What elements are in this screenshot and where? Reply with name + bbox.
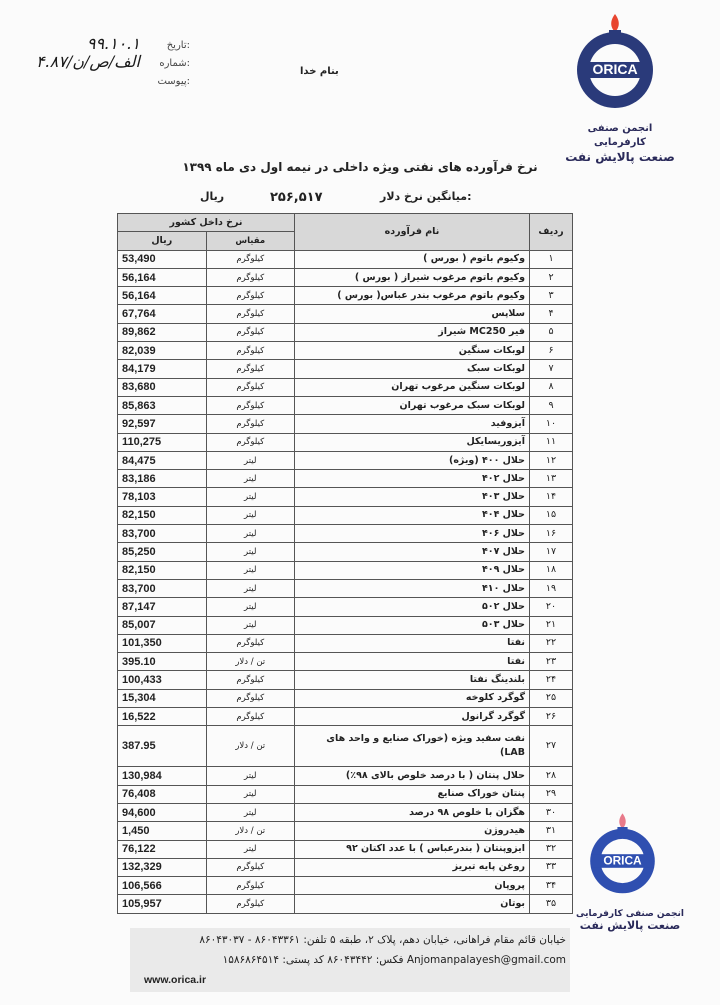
price-cell: 110,275 (118, 433, 207, 451)
header-unit: مقیاس (206, 232, 295, 250)
orica-logo (565, 10, 665, 120)
product-name: سلاپس (295, 305, 530, 323)
price-cell: 67,764 (118, 305, 207, 323)
product-name: لوبکات سنگین (295, 342, 530, 360)
product-name: روغن پایه تبریز (295, 858, 530, 876)
unit-cell: کیلوگرم (206, 268, 295, 286)
price-cell: 83,700 (118, 579, 207, 597)
unit-cell: تن / دلار (206, 726, 295, 767)
unit-cell: کیلوگرم (206, 858, 295, 876)
unit-cell: کیلوگرم (206, 877, 295, 895)
unit-cell: کیلوگرم (206, 342, 295, 360)
table-row (118, 726, 573, 767)
row-index: ۲ (530, 268, 573, 286)
table-row (118, 689, 573, 707)
price-cell: 76,122 (118, 840, 207, 858)
price-cell: 94,600 (118, 803, 207, 821)
row-index: ۳۱ (530, 822, 573, 840)
unit-cell: کیلوگرم (206, 415, 295, 433)
orica-logo-footer (580, 810, 665, 904)
row-index: ۱۱ (530, 433, 573, 451)
table-row (118, 822, 573, 840)
table-row (118, 803, 573, 821)
row-index: ۱۸ (530, 561, 573, 579)
unit-cell: کیلوگرم (206, 378, 295, 396)
row-index: ۷ (530, 360, 573, 378)
product-name: آیزوریسایکل (295, 433, 530, 451)
table-row (118, 634, 573, 652)
header-price: ریال (118, 232, 207, 250)
dollar-rate-value: ۲۵۶,۵۱۷ (270, 190, 323, 205)
table-row (118, 543, 573, 561)
table-row (118, 895, 573, 913)
product-name: نفتا (295, 634, 530, 652)
price-cell: 76,408 (118, 785, 207, 803)
product-name: نفت سفید ویژه (خوراک صنایع و واحد های LAB) (295, 726, 530, 767)
row-index: ۱ (530, 250, 573, 268)
date-value: ۹۹.۱۰.۱ (86, 34, 140, 53)
price-cell: 83,680 (118, 378, 207, 396)
product-name: وکیوم باتوم مرغوب شیراز ( بورس ) (295, 268, 530, 286)
attachment-label: پیوست: (157, 76, 190, 87)
unit-cell: لیتر (206, 598, 295, 616)
number-label: شماره: (159, 58, 190, 69)
table-row (118, 877, 573, 895)
table-row (118, 305, 573, 323)
dollar-rate-label: میانگین نرخ دلار: (380, 190, 472, 203)
product-name: حلال ۵۰۳ (295, 616, 530, 634)
product-name: حلال ۴۰۹ (295, 561, 530, 579)
table-row (118, 708, 573, 726)
product-name: وکیوم باتوم مرغوب بندر عباس( بورس ) (295, 287, 530, 305)
date-label: تاریخ: (166, 40, 190, 51)
row-index: ۳۴ (530, 877, 573, 895)
row-index: ۶ (530, 342, 573, 360)
unit-cell: لیتر (206, 579, 295, 597)
dollar-rate-unit: ریال (200, 190, 225, 203)
row-index: ۲۲ (530, 634, 573, 652)
unit-cell: لیتر (206, 488, 295, 506)
product-name: حلال ۴۰۰ (ویژه) (295, 451, 530, 469)
table-row (118, 858, 573, 876)
price-cell: 84,475 (118, 451, 207, 469)
price-cell: 130,984 (118, 767, 207, 785)
product-name: هیدروژن (295, 822, 530, 840)
header-domestic-rate: نرخ داخل کشور (118, 214, 295, 232)
row-index: ۸ (530, 378, 573, 396)
price-cell: 15,304 (118, 689, 207, 707)
price-cell: 395.10 (118, 653, 207, 671)
unit-cell: لیتر (206, 525, 295, 543)
row-index: ۹ (530, 396, 573, 414)
product-name: حلال ۴۰۳ (295, 488, 530, 506)
price-cell: 78,103 (118, 488, 207, 506)
price-table (117, 213, 573, 914)
table-row (118, 488, 573, 506)
price-cell: 82,039 (118, 342, 207, 360)
table-row (118, 396, 573, 414)
price-cell: 1,450 (118, 822, 207, 840)
price-cell: 92,597 (118, 415, 207, 433)
org-name (560, 122, 680, 164)
table-row (118, 785, 573, 803)
row-index: ۱۳ (530, 470, 573, 488)
table-row (118, 616, 573, 634)
footer (130, 928, 570, 992)
org-name-footer-line2: صنعت پالایش نفت (579, 919, 681, 932)
unit-cell: لیتر (206, 840, 295, 858)
price-cell: 16,522 (118, 708, 207, 726)
table-row (118, 767, 573, 785)
row-index: ۳۰ (530, 803, 573, 821)
table-row (118, 287, 573, 305)
price-cell: 84,179 (118, 360, 207, 378)
table-row (118, 525, 573, 543)
product-name: گوگرد کلوخه (295, 689, 530, 707)
product-name: بوتان (295, 895, 530, 913)
table-row (118, 579, 573, 597)
number-value: ۴.۸۷/الف/ص/ن (35, 52, 140, 71)
price-cell: 82,150 (118, 561, 207, 579)
unit-cell: کیلوگرم (206, 433, 295, 451)
table-row (118, 433, 573, 451)
product-name: لوبکات سبک مرغوب تهران (295, 396, 530, 414)
row-index: ۲۴ (530, 671, 573, 689)
table-row (118, 653, 573, 671)
table-row (118, 470, 573, 488)
row-index: ۱۹ (530, 579, 573, 597)
row-index: ۱۰ (530, 415, 573, 433)
price-cell: 89,862 (118, 323, 207, 341)
footer-address: خیابان قائم مقام فراهانی، خیابان دهم، پلاک ۲، طبقه ۵ تلفن: ۸۶۰۴۳۳۶۱ - ۸۶۰۴۳۰۳۷ (199, 934, 566, 946)
unit-cell: کیلوگرم (206, 360, 295, 378)
unit-cell: تن / دلار (206, 822, 295, 840)
row-index: ۳ (530, 287, 573, 305)
product-name: بلندینگ نفتا (295, 671, 530, 689)
row-index: ۲۷ (530, 726, 573, 767)
product-name: ایزوپنتان ( بندرعباس ) با عدد اکتان ۹۲ (295, 840, 530, 858)
product-name: وکیوم باتوم ( بورس ) (295, 250, 530, 268)
product-name: حلال پنتان ( با درصد خلوص بالای ۹۸٪) (295, 767, 530, 785)
price-cell: 132,329 (118, 858, 207, 876)
price-cell: 82,150 (118, 506, 207, 524)
org-name-footer (575, 908, 685, 932)
logo-text-footer: ORICA (603, 853, 642, 868)
product-name: نفتا (295, 653, 530, 671)
table-row (118, 451, 573, 469)
price-cell: 83,186 (118, 470, 207, 488)
price-cell: 101,350 (118, 634, 207, 652)
org-name-line2: صنعت پالایش نفت (565, 150, 675, 164)
table-row (118, 506, 573, 524)
product-name: لوبکات سنگین مرغوب تهران (295, 378, 530, 396)
row-index: ۱۴ (530, 488, 573, 506)
row-index: ۳۲ (530, 840, 573, 858)
row-index: ۵ (530, 323, 573, 341)
row-index: ۲۳ (530, 653, 573, 671)
unit-cell: لیتر (206, 470, 295, 488)
row-index: ۴ (530, 305, 573, 323)
bismillah: بنام خدا (300, 66, 339, 77)
product-name: حلال ۴۱۰ (295, 579, 530, 597)
price-cell: 100,433 (118, 671, 207, 689)
table-row (118, 360, 573, 378)
price-cell: 56,164 (118, 268, 207, 286)
price-cell: 53,490 (118, 250, 207, 268)
price-cell: 85,250 (118, 543, 207, 561)
table-row (118, 671, 573, 689)
table-row (118, 323, 573, 341)
product-name: فیر MC250 شیراز (295, 323, 530, 341)
page-title: نرخ فرآورده های نفتی ویژه داخلی در نیمه اول دی ماه ۱۳۹۹ (182, 160, 538, 174)
price-cell: 85,007 (118, 616, 207, 634)
price-cell: 105,957 (118, 895, 207, 913)
product-name: حلال ۵۰۲ (295, 598, 530, 616)
unit-cell: کیلوگرم (206, 305, 295, 323)
product-name: آیزوفید (295, 415, 530, 433)
product-name: حلال ۴۰۴ (295, 506, 530, 524)
row-index: ۱۲ (530, 451, 573, 469)
unit-cell: کیلوگرم (206, 323, 295, 341)
table-row (118, 415, 573, 433)
row-index: ۲۹ (530, 785, 573, 803)
table-row (118, 342, 573, 360)
header-index: ردیف (530, 214, 573, 251)
price-cell: 106,566 (118, 877, 207, 895)
row-index: ۲۵ (530, 689, 573, 707)
product-name: حلال ۴۰۶ (295, 525, 530, 543)
unit-cell: تن / دلار (206, 653, 295, 671)
row-index: ۱۵ (530, 506, 573, 524)
row-index: ۲۱ (530, 616, 573, 634)
unit-cell: لیتر (206, 616, 295, 634)
unit-cell: لیتر (206, 506, 295, 524)
row-index: ۱۷ (530, 543, 573, 561)
unit-cell: لیتر (206, 561, 295, 579)
product-name: حلال ۴۰۲ (295, 470, 530, 488)
row-index: ۲۸ (530, 767, 573, 785)
unit-cell: کیلوگرم (206, 634, 295, 652)
unit-cell: کیلوگرم (206, 671, 295, 689)
row-index: ۳۵ (530, 895, 573, 913)
product-name: هگزان با خلوص ۹۸ درصد (295, 803, 530, 821)
org-name-line1: انجمن صنفی کارفرمایی (587, 123, 653, 148)
unit-cell: کیلوگرم (206, 895, 295, 913)
unit-cell: لیتر (206, 803, 295, 821)
unit-cell: لیتر (206, 543, 295, 561)
table-row (118, 561, 573, 579)
price-cell: 387.95 (118, 726, 207, 767)
price-cell: 85,863 (118, 396, 207, 414)
row-index: ۲۰ (530, 598, 573, 616)
row-index: ۲۶ (530, 708, 573, 726)
footer-website: www.orica.ir (144, 974, 207, 986)
product-name: گوگرد گرانول (295, 708, 530, 726)
unit-cell: کیلوگرم (206, 708, 295, 726)
unit-cell: کیلوگرم (206, 250, 295, 268)
unit-cell: کیلوگرم (206, 396, 295, 414)
unit-cell: لیتر (206, 767, 295, 785)
table-row (118, 378, 573, 396)
table-row (118, 268, 573, 286)
table-row (118, 598, 573, 616)
table-row (118, 250, 573, 268)
footer-fax-email: فکس: ۸۶۰۴۳۴۴۲ کد پستی: ۱۵۸۶۸۶۴۵۱۴ Anjomanpalayesh@gmail.com (222, 954, 566, 966)
price-cell: 83,700 (118, 525, 207, 543)
unit-cell: لیتر (206, 451, 295, 469)
price-cell: 56,164 (118, 287, 207, 305)
header-product: نام فرآورده (295, 214, 530, 251)
product-name: حلال ۴۰۷ (295, 543, 530, 561)
table-row (118, 840, 573, 858)
unit-cell: کیلوگرم (206, 287, 295, 305)
product-name: پروپان (295, 877, 530, 895)
product-name: لوبکات سبک (295, 360, 530, 378)
unit-cell: کیلوگرم (206, 689, 295, 707)
logo-text: ORICA (592, 61, 638, 77)
org-name-footer-line1: انجمن صنفی کارفرمایی (575, 909, 685, 919)
unit-cell: لیتر (206, 785, 295, 803)
product-name: پنتان خوراک صنایع (295, 785, 530, 803)
letter-meta (30, 34, 200, 92)
row-index: ۳۳ (530, 858, 573, 876)
price-cell: 87,147 (118, 598, 207, 616)
row-index: ۱۶ (530, 525, 573, 543)
